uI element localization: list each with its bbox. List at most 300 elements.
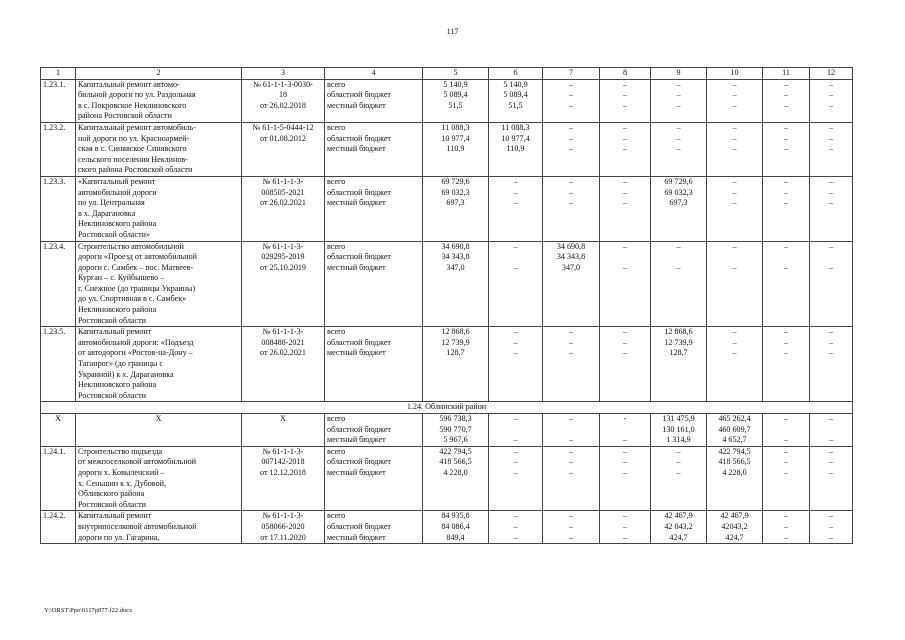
amount-c10 [707,79,763,122]
amount-c7 [543,511,600,544]
amount-value: – [622,435,628,445]
amount-value: – [513,532,518,542]
object-name-line: ной дороги по ул. Красноармей- [78,133,190,143]
amount-value: – [568,532,574,542]
amount-value: – [828,337,834,347]
object-name-line: от межпоселковой автомобильной [78,457,197,467]
amount-value [812,425,850,436]
column-number: 6 [489,68,543,80]
amount-value: – [622,348,628,358]
amount-value: – [513,521,518,531]
object-name-line: бильной дороги по ул. Раздольная [78,90,196,100]
amount-value: 697,3 [669,198,688,208]
amount-value: – [622,144,628,154]
amount-c7 [543,122,600,176]
amount-c8 [600,176,651,241]
object-name-line: Ростовской области [78,390,146,400]
amount-value: 10 977,4 [441,133,470,143]
amount-value: 69 729,6 [664,176,693,186]
amount-value: – [732,122,737,132]
funding-source-line: всего [327,79,346,89]
expertise-line: от 01.08.2012 [260,133,306,143]
table-row [41,511,853,544]
amount-c12 [810,176,853,241]
amount-value: – [568,446,574,456]
expertise-line: № 61-1-1-3- [262,176,304,186]
funding-source-line: местный бюджет [327,435,386,445]
amount-value: – [622,446,628,456]
amount-value: – [783,521,789,531]
expertise-line: 007142-2018 [261,457,305,467]
amount-value: 69 729,6 [441,176,470,186]
amount-value: – [568,327,574,337]
total-amount-c11 [763,414,810,447]
amount-c11 [763,176,810,241]
object-name-line: района Ростовской области [78,111,172,121]
table-row [41,122,853,176]
item-number: 1.23.3. [41,176,76,241]
amount-value: 34 343,8 [556,252,586,262]
amount-value: – [783,435,789,445]
funding-source [325,176,423,241]
amount-value: – [783,511,789,521]
funding-source-line: областной бюджет [327,90,391,100]
amount-value: 42 467,9 [664,511,693,521]
amount-value: – [622,198,628,208]
amount-c8 [600,122,651,176]
column-number: 10 [707,68,763,80]
amount-value: 5 140,9 [503,79,528,89]
amount-value: 128,7 [669,348,688,358]
expertise-line: 008488-2021 [261,337,305,347]
amount-value: – [568,90,574,100]
amount-value: 4 228,0 [722,467,747,477]
amount-value: 4 652,7 [722,435,747,445]
expertise-line: 008505-2021 [261,187,305,197]
total-name: Х [76,414,242,447]
amount-value: 84 086,4 [441,521,470,531]
column-number: 1 [41,68,76,80]
amount-value: 422 794,5 [439,446,472,456]
object-name-line: сельского поселения Неклинов- [78,154,188,164]
item-number: 1.23.2. [41,122,76,176]
amount-value: 128,7 [446,348,465,358]
amount-value: – [828,79,834,89]
amount-value: – [676,144,681,154]
funding-source-line: местный бюджет [327,262,386,272]
amount-value [709,252,760,263]
funding-source-line: областной бюджет [327,337,391,347]
amount-c10 [707,241,763,327]
amount-value: – [783,176,789,186]
amount-value: – [568,144,574,154]
funding-source-line: областной бюджет [327,521,391,531]
amount-value: – [568,467,574,477]
amount-value: 10 977,4 [501,133,530,143]
funding-source-line: местный бюджет [327,532,386,542]
amount-c9 [651,241,707,327]
column-number: 12 [810,68,853,80]
expertise-line: от 26.02.2021 [260,348,306,358]
column-number: 3 [242,68,325,80]
amount-c9 [651,122,707,176]
amount-value: – [622,90,628,100]
object-name [76,327,242,402]
amount-value: 418 566,5 [718,457,751,467]
object-name-line: автомобильной дороги [78,187,157,197]
amount-value: – [568,348,574,358]
expertise-line: № 61-1-1-3- [262,511,304,521]
amount-value: 110,9 [446,144,465,154]
amount-value: – [732,241,737,251]
amount-value: – [732,327,737,337]
amount-c12 [810,446,853,511]
expertise-reference [242,176,325,241]
amount-value [765,252,807,263]
expertise-line: № 61-1-1-3- [262,241,304,251]
amount-value: 11 088,3 [501,122,530,132]
amount-value: – [732,144,737,154]
amount-c9 [651,79,707,122]
amount-value: – [783,241,789,251]
amount-c5 [423,511,489,544]
amount-value: – [828,187,834,197]
table-row [41,241,853,327]
amount-value: – [783,467,789,477]
column-number: 9 [651,68,707,80]
object-name-line: ского района Ростовской области [78,165,193,175]
amount-value: – [828,467,834,477]
amount-value: – [732,90,737,100]
amount-value: – [828,198,834,208]
expertise-line: 18 [278,90,288,100]
total-amount-c9 [651,414,707,447]
amount-value: – [783,532,789,542]
object-name-line: Ростовской области» [78,229,151,239]
expertise-line: 058066-2020 [261,521,305,531]
amount-value: – [513,262,518,272]
total-amount-c10 [707,414,763,447]
object-name-line: по ул. Центральная [78,198,145,208]
amount-value: – [568,337,574,347]
amount-c11 [763,122,810,176]
object-name-line: от автодороги «Ростов-на-Дону – [78,348,193,358]
object-name [76,176,242,241]
funding-source [325,414,423,447]
amount-value: – [783,122,789,132]
funding-source [325,511,423,544]
amount-value: – [622,100,628,110]
amount-c9 [651,446,707,511]
amount-value: – [676,100,681,110]
amount-value: 347,0 [446,262,465,272]
expertise-line: № 61-1-5-0444-12 [252,122,314,132]
amount-c7 [543,79,600,122]
page-number: 117 [446,27,459,36]
amount-value: - [623,414,627,423]
amount-value: – [783,144,789,154]
amount-value: 12 868,6 [441,327,470,337]
amount-value: – [622,511,628,521]
amount-c11 [763,446,810,511]
amount-value: 347,0 [561,262,581,272]
amount-value: – [513,414,518,423]
amount-value: – [828,446,834,456]
amount-value [765,425,807,436]
amount-value: 5 089,4 [443,90,468,100]
amount-value: – [676,241,681,251]
amount-value: – [732,348,737,358]
funding-source [325,79,423,122]
amount-value: – [828,90,834,100]
amount-value: – [828,176,834,186]
total-amount-c8 [600,414,651,447]
amount-value [602,425,648,436]
amount-value: – [783,90,789,100]
amount-c12 [810,327,853,402]
amount-c11 [763,241,810,327]
amount-c8 [600,79,651,122]
object-name-line: в с. Покровское Неклиновского [78,100,187,110]
amount-value: – [828,435,834,445]
amount-value [653,252,704,263]
amount-value: 34 690,8 [556,241,586,251]
amount-c6 [489,327,543,402]
object-name-line: дороги х. Ковыленский – [78,467,165,477]
amount-value: – [622,122,628,132]
amount-value: – [568,122,574,132]
amount-value: – [828,241,834,251]
funding-source-line: областной бюджет [327,133,391,143]
total-row [41,414,853,447]
amount-value: 42 467,9 [720,511,749,521]
object-name-line: дороги «Проезд от автомобильной [78,252,197,262]
amount-value: – [676,457,681,467]
funding-source-line: всего [327,176,346,186]
budget-table [40,67,853,544]
amount-value: 697,3 [446,198,465,208]
amount-value: – [783,348,789,358]
expertise-reference [242,241,325,327]
object-name-line: Неклиновского района [78,305,157,315]
object-name-line: Таганрог» (до границы с [78,359,163,369]
object-name-line: Строительство подъезда [78,446,163,456]
amount-value: – [828,122,834,132]
amount-c12 [810,511,853,544]
column-number: 5 [423,68,489,80]
object-name-line: Обливского района [78,489,145,499]
expertise-line: от 26.02.2021 [260,198,306,208]
object-name-line: Украиной) к х. Дарагановка [78,369,174,379]
amount-value: – [568,414,574,423]
amount-value: – [828,521,834,531]
amount-value: – [622,187,628,197]
amount-value: – [568,79,574,89]
funding-source-line: местный бюджет [327,100,386,110]
object-name-line: Строительство автомобильной [78,241,184,251]
table-row [41,176,853,241]
amount-value: – [783,337,789,347]
amount-value [491,252,540,263]
amount-value: 42043,2 [721,521,748,531]
amount-value: – [828,457,834,467]
amount-c6 [489,122,543,176]
amount-c5 [423,176,489,241]
object-name-line: дороги с. Самбек – пос. Матвеев- [78,262,194,272]
total-num: Х [41,414,76,447]
amount-value: 4 228,0 [443,467,468,477]
amount-value: – [622,532,628,542]
amount-value: – [783,457,789,467]
funding-source-line: местный бюджет [327,348,386,358]
funding-source-line: всего [327,122,346,132]
section-row [41,402,853,414]
amount-value: – [568,176,574,186]
amount-value: 5 140,9 [443,79,468,89]
amount-value: 12 739,9 [664,337,693,347]
total-amount-c7 [543,414,600,447]
amount-value: – [568,511,574,521]
amount-c5 [423,241,489,327]
object-name-line: Капитальный ремонт [78,327,152,337]
amount-c6 [489,176,543,241]
total-amount-c12 [810,414,853,447]
amount-value [491,425,540,436]
amount-value: – [513,435,518,445]
amount-value: 460 609,7 [718,424,751,434]
amount-value: – [676,467,681,477]
amount-value: – [513,337,518,347]
object-name-line: Капитальный ремонт автомо- [78,79,180,89]
amount-value: – [732,79,737,89]
column-number: 4 [325,68,423,80]
funding-source [325,122,423,176]
amount-value: – [828,532,834,542]
object-name-line: автомобильной дороги: «Подъезд [78,337,194,347]
expertise-line: 029295-2019 [261,252,305,262]
amount-value: – [783,133,789,143]
amount-c11 [763,511,810,544]
amount-c10 [707,176,763,241]
object-name-line: до ул. Спортивная в с. Самбек» [78,294,187,304]
column-number: 11 [763,68,810,80]
amount-value: 84 935,8 [441,511,470,521]
expertise-line: от 26.02.2018 [260,100,306,110]
total-doc: Х [242,414,325,447]
amount-c6 [489,446,543,511]
object-name-line: внутрипоселковой автомобильной [78,521,197,531]
amount-value: 34 343,8 [441,252,470,262]
amount-value: – [568,187,574,197]
amount-value: – [732,198,737,208]
object-name-line: ская в с. Синявское Синявского [78,144,187,154]
amount-value: 69 032,3 [664,187,693,197]
expertise-reference [242,327,325,402]
amount-value: 11 088,3 [441,122,470,132]
amount-value: – [513,348,518,358]
amount-value: – [622,133,628,143]
amount-value: – [622,521,628,531]
amount-value: – [732,262,737,272]
amount-c8 [600,327,651,402]
amount-c9 [651,511,707,544]
amount-value: – [568,100,574,110]
amount-value: 590 770,7 [439,424,472,434]
item-number: 1.23.4. [41,241,76,327]
object-name-line: Неклиновского района [78,219,157,229]
amount-value: – [783,327,789,337]
amount-value: 596 738,3 [439,414,472,423]
funding-source-line: областной бюджет [327,187,391,197]
amount-c9 [651,176,707,241]
amount-value: – [622,79,628,89]
footer-file-path: Y:\ORST\Ppo\0117p877.f22.docx [44,607,133,614]
amount-c10 [707,327,763,402]
object-name-line: в х. Дарагановка [78,208,136,218]
amount-value: – [732,133,737,143]
object-name-line: «Капитальный ремонт [78,176,156,186]
amount-value: – [513,467,518,477]
table-row [41,327,853,402]
object-name-line: Ростовской области [78,499,146,509]
amount-value: – [783,79,789,89]
item-number: 1.23.5. [41,327,76,402]
amount-value: – [828,327,834,337]
amount-c7 [543,446,600,511]
funding-source-line: всего [327,511,346,521]
amount-c12 [810,79,853,122]
amount-value: – [676,122,681,132]
amount-c8 [600,446,651,511]
amount-c9 [651,327,707,402]
amount-value: – [513,446,518,456]
amount-value: – [622,337,628,347]
amount-value: 51,5 [448,100,463,110]
section-title: 1.24. Облинский район [41,402,853,414]
amount-value: 12 739,9 [441,337,470,347]
expertise-line: № 61-1-1-3-0030- [253,79,313,89]
item-number: 1.24.1. [41,446,76,511]
amount-c5 [423,446,489,511]
object-name-line: г. Снежное (до границы Украины) [78,283,196,293]
object-name [76,241,242,327]
amount-value [545,425,597,436]
amount-value: – [513,187,518,197]
funding-source-line: всего [327,446,346,456]
amount-c6 [489,511,543,544]
amount-value: – [732,100,737,110]
amount-value: 34 690,8 [441,241,470,251]
funding-source-line: местный бюджет [327,144,386,154]
amount-c12 [810,122,853,176]
amount-c10 [707,122,763,176]
amount-value: – [513,176,518,186]
expertise-line: от 17.11.2020 [260,532,306,542]
expertise-reference [242,446,325,511]
object-name-line: х. Сеньшин к х. Дубовой, [78,478,166,488]
amount-value: 1 314,9 [666,435,691,445]
funding-source-line: областной бюджет [327,424,391,434]
amount-value: 424,7 [725,532,744,542]
item-number: 1.24.2. [41,511,76,544]
amount-value: – [568,521,574,531]
amount-value: – [568,435,574,445]
amount-value: – [676,79,681,89]
amount-value: – [568,133,574,143]
amount-value: – [783,198,789,208]
funding-source-line: всего [327,241,346,251]
amount-value: 5 089,4 [503,90,528,100]
